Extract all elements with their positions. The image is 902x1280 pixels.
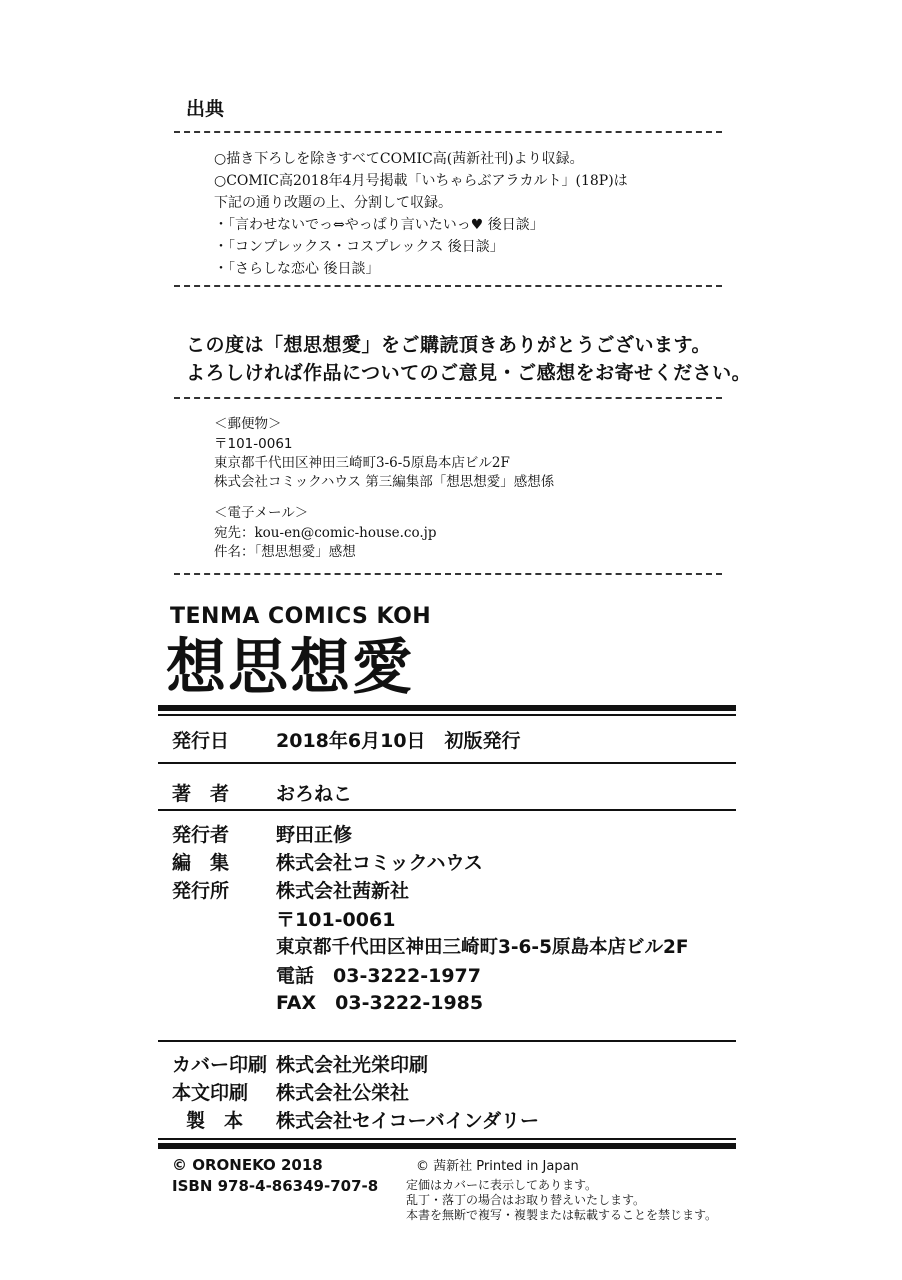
publication-date-label: 発行日 — [172, 730, 230, 752]
author-label: 著 者 — [172, 783, 230, 805]
thin-rule — [158, 1138, 736, 1140]
cover-printing-value: 株式会社光栄印刷 — [276, 1054, 429, 1076]
sources-line: ○COMIC高2018年4月号掲載「いちゃらぶアラカルト」(18P)は — [214, 173, 628, 189]
sources-line: ○描き下ろしを除きすべてCOMIC高(茜新社刊)より収録。 — [214, 151, 584, 167]
copy-prohibition-note: 本書を無断で複写・複製または転載することを禁じます。 — [406, 1208, 718, 1222]
mail-postal-code: 〒101-0061 — [214, 436, 293, 452]
series-name: TENMA COMICS KOH — [170, 604, 432, 629]
defect-note: 乱丁・落丁の場合はお取り替えいたします。 — [406, 1193, 646, 1207]
publisher-fax: FAX 03-3222-1985 — [276, 992, 484, 1014]
thick-rule — [158, 705, 736, 711]
publisher-label: 発行所 — [172, 880, 230, 902]
mail-address: 東京都千代田区神田三崎町3-6-5原島本店ビル2F — [214, 455, 510, 471]
isbn: ISBN 978-4-86349-707-8 — [172, 1177, 379, 1195]
sources-line: 下記の通り改題の上、分割して収録。 — [214, 195, 452, 211]
publisher-phone: 電話 03-3222-1977 — [276, 965, 481, 987]
binding-value: 株式会社セイコーバインダリー — [276, 1110, 539, 1132]
thanks-line-2: よろしければ作品についてのご意見・ご感想をお寄せください。 — [186, 362, 752, 384]
editor-label: 編 集 — [172, 852, 230, 874]
publisher-person-label: 発行者 — [172, 824, 230, 846]
publisher-value: 株式会社茜新社 — [276, 880, 410, 902]
author-value: おろねこ — [276, 783, 353, 805]
mail-heading: ＜郵便物＞ — [214, 416, 282, 432]
divider — [174, 397, 722, 399]
divider — [174, 285, 722, 287]
thick-rule — [158, 1143, 736, 1149]
author-copyright: © ORONEKO 2018 — [172, 1156, 323, 1174]
email-address: 宛先：kou-en@comic-house.co.jp — [214, 525, 437, 541]
thin-rule — [158, 714, 736, 716]
email-heading: ＜電子メール＞ — [214, 505, 309, 521]
publication-date-value: 2018年6月10日 初版発行 — [276, 730, 521, 752]
publisher-person-value: 野田正修 — [276, 824, 353, 846]
mail-recipient: 株式会社コミックハウス 第三編集部「想思想愛」感想係 — [214, 474, 555, 490]
sources-line: ・「コンプレックス・コスプレックス 後日談」 — [214, 239, 504, 255]
text-printing-value: 株式会社公栄社 — [276, 1082, 410, 1104]
sources-line: ・「言わせないでっ⇔やっぱり言いたいっ♥ 後日談」 — [214, 217, 544, 233]
publisher-postal-code: 〒101-0061 — [276, 909, 396, 931]
price-note: 定価はカバーに表示してあります。 — [406, 1178, 598, 1192]
editor-value: 株式会社コミックハウス — [276, 852, 483, 874]
divider — [174, 131, 722, 133]
row-rule — [158, 809, 736, 811]
book-title: 想思想愛 — [166, 633, 414, 703]
publisher-copyright: © 茜新社 Printed in Japan — [416, 1159, 579, 1174]
text-printing-label: 本文印刷 — [172, 1082, 249, 1104]
row-rule — [158, 762, 736, 764]
publisher-address: 東京都千代田区神田三崎町3-6-5原島本店ビル2F — [276, 937, 689, 958]
thanks-line-1: この度は「想思想愛」をご購読頂きありがとうございます。 — [186, 334, 711, 356]
email-subject: 件名：「想思想愛」感想 — [214, 544, 356, 560]
sources-heading: 出典 — [186, 98, 225, 120]
sources-line: ・「さらしな恋心 後日談」 — [214, 261, 380, 277]
divider — [174, 573, 722, 575]
binding-label: 製 本 — [186, 1110, 244, 1132]
row-rule — [158, 1040, 736, 1042]
cover-printing-label: カバー印刷 — [172, 1054, 268, 1076]
